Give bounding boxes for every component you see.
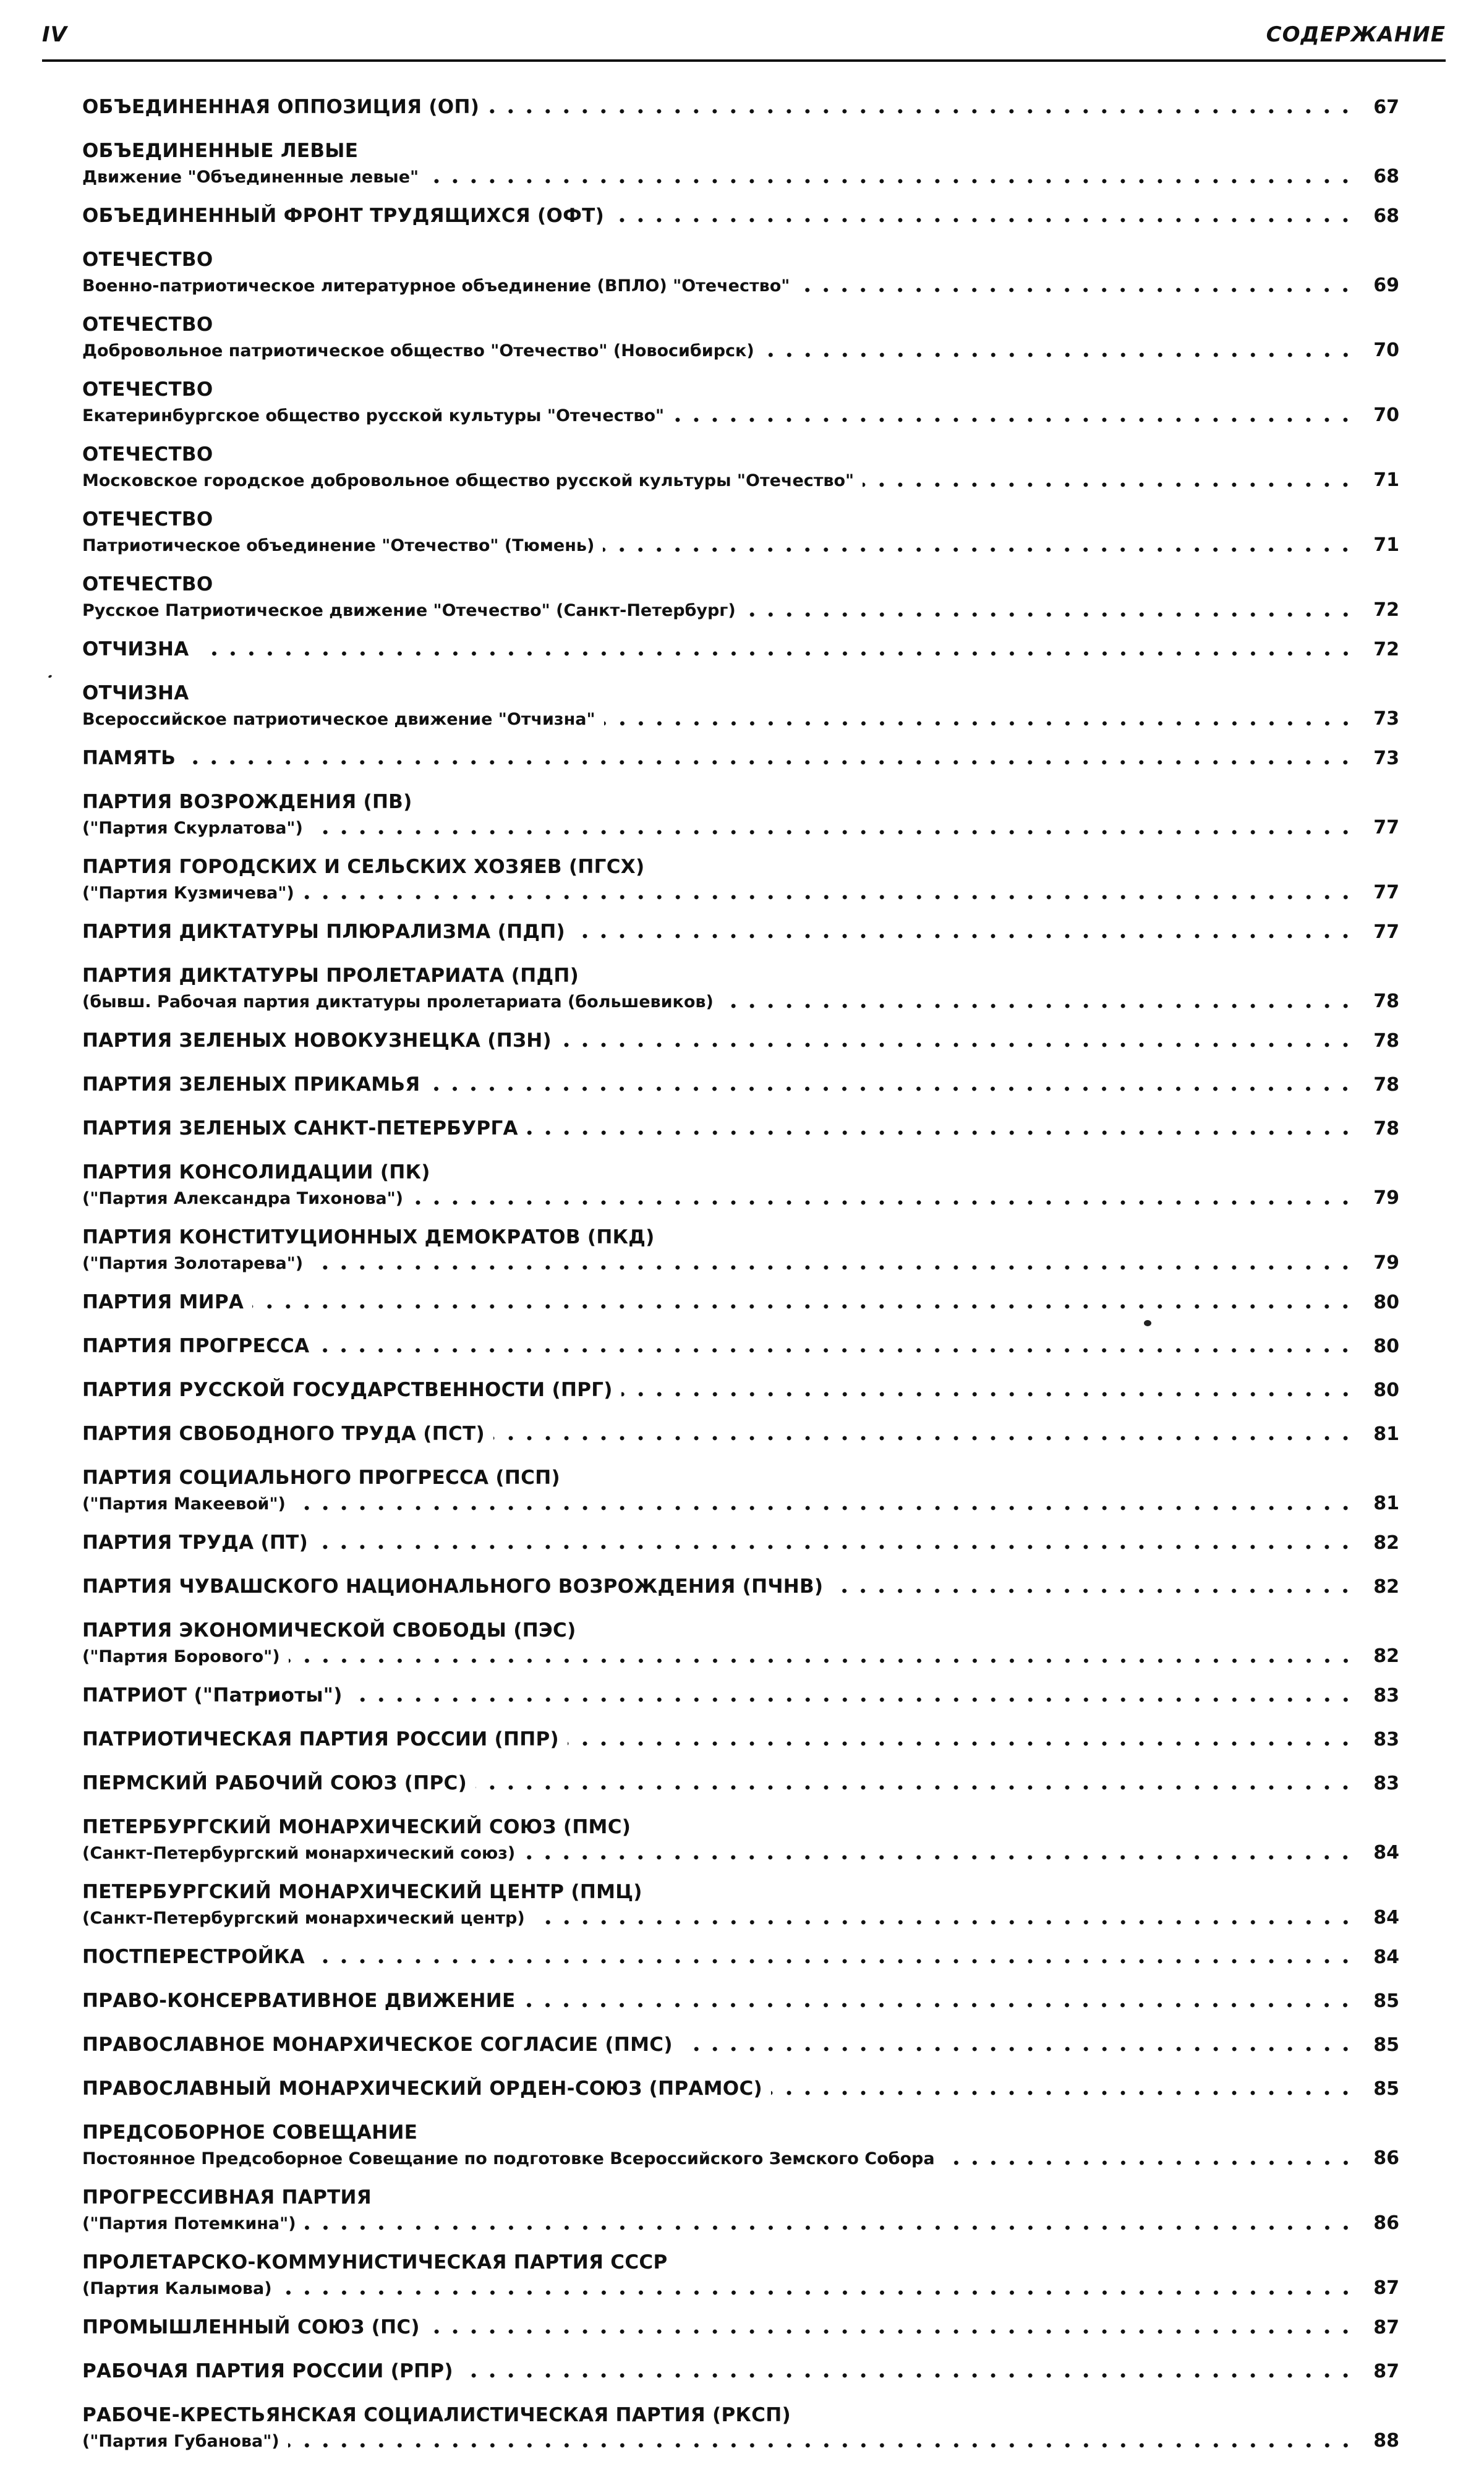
dot-leader: [312, 1265, 1355, 1270]
toc-entry-subtitle: ("Партия Потемкина"): [82, 2214, 296, 2233]
toc-page-number: 77: [1373, 921, 1399, 943]
toc-entry-subtitle: (бывш. Рабочая партия диктатуры пролетариата (большевиков): [82, 992, 714, 1012]
toc-entry: [82, 1377, 1399, 1404]
toc-entry-title: ОТЕЧЕСТВО: [82, 313, 213, 336]
toc-page-number: 84: [1373, 1907, 1399, 1928]
dot-leader: [184, 760, 1355, 765]
dot-leader: [603, 547, 1355, 552]
toc-entry: [82, 2402, 1399, 2455]
dot-leader: [427, 179, 1355, 184]
toc-page-number: 81: [1373, 1493, 1399, 1514]
toc-entry-subtitle: ("Партия Борового"): [82, 1647, 280, 1666]
toc-entry: [82, 1682, 1399, 1709]
toc-entry-title: ПОСТПЕРЕСТРОЙКА: [82, 1946, 305, 1968]
toc-entry-title: ОТЕЧЕСТВО: [82, 573, 213, 595]
dot-leader: [289, 1658, 1355, 1663]
dot-leader: [798, 288, 1355, 292]
toc-entry-subtitle: ("Партия Макеевой"): [82, 1494, 286, 1514]
toc-page-number: 87: [1373, 2277, 1399, 2299]
dot-leader: [429, 1086, 1355, 1091]
toc-entry-title: ПАРТИЯ ЧУВАШСКОГО НАЦИОНАЛЬНОГО ВОЗРОЖДЕНИЯ (ПЧНВ): [82, 1575, 824, 1598]
toc-entry-title: ПЕТЕРБУРГСКИЙ МОНАРХИЧЕСКИЙ СОЮЗ (ПМС): [82, 1816, 631, 1838]
toc-entry-subtitle: Патриотическое объединение "Отечество" (Тюмень): [82, 536, 595, 555]
dot-leader: [318, 1348, 1355, 1353]
dot-leader: [722, 1003, 1355, 1008]
dot-leader: [493, 1436, 1355, 1441]
print-speck: [1144, 1320, 1151, 1326]
toc-entry-subtitle: ("Партия Скурлатова"): [82, 819, 303, 838]
toc-entry-subtitle: Екатеринбургское общество русской культуры "Отечество": [82, 406, 665, 425]
toc-entry-title: ОТЕЧЕСТВО: [82, 443, 213, 466]
toc-entry: [82, 919, 1399, 945]
toc-entry: [82, 680, 1399, 733]
toc-entry-subtitle: ("Партия Александра Тихонова"): [82, 1189, 404, 1208]
toc-page-number: 70: [1373, 339, 1399, 361]
toc-entry-subtitle: Всероссийское патриотическое движение "Отчизна": [82, 710, 595, 729]
toc-entry: [82, 2358, 1399, 2385]
toc-entry: [82, 441, 1399, 494]
toc-entry: [82, 1115, 1399, 1142]
toc-page-number: 69: [1373, 275, 1399, 296]
toc-entry-subtitle: (Санкт-Петербургский монархический центр): [82, 1909, 525, 1928]
toc-entry: [82, 1574, 1399, 1600]
toc-entry-title: ОБЪЕДИНЕННЫЕ ЛЕВЫЕ: [82, 140, 359, 162]
dot-leader: [621, 1392, 1355, 1397]
toc-entry: [82, 2249, 1399, 2302]
dot-leader: [317, 1545, 1355, 1549]
dot-leader: [863, 482, 1355, 487]
toc-page-number: 73: [1373, 708, 1399, 730]
toc-entry-title: ОТЧИЗНА: [82, 682, 189, 704]
toc-page-number: 78: [1373, 1118, 1399, 1140]
toc-entry-title: ОБЪЕДИНЕННЫЙ ФРОНТ ТРУДЯЩИХСЯ (ОФТ): [82, 205, 605, 227]
toc-entry-title: ПАРТИЯ ЗЕЛЕНЫХ ПРИКАМЬЯ: [82, 1073, 420, 1096]
toc-entry: [82, 963, 1399, 1015]
toc-page-number: 78: [1373, 1030, 1399, 1052]
toc-entry-title: ПАРТИЯ ЗЕЛЕНЫХ НОВОКУЗНЕЦКА (ПЗН): [82, 1029, 552, 1052]
toc-page-number: 79: [1373, 1187, 1399, 1209]
toc-page-number: 84: [1373, 1842, 1399, 1864]
toc-entry: [82, 1814, 1399, 1867]
toc-entry-subtitle: ("Партия Кузмичева"): [82, 884, 294, 903]
toc-entry-title: ПАТРИОТ ("Патриоты"): [82, 1684, 343, 1706]
toc-entry-subtitle: Постоянное Предсоборное Совещание по подготовке Всероссийского Земского Собора: [82, 2149, 935, 2168]
toc-page-number: 77: [1373, 817, 1399, 838]
dot-leader: [312, 830, 1355, 835]
toc-page-number: 87: [1373, 2361, 1399, 2382]
dot-leader: [462, 2373, 1355, 2378]
toc-entry-title: ОТЧИЗНА: [82, 638, 189, 660]
toc-entry-title: ОТЕЧЕСТВО: [82, 378, 213, 401]
toc-entry: [82, 2120, 1399, 2172]
toc-page-number: 82: [1373, 1645, 1399, 1667]
toc-entry-subtitle: (Партия Калымова): [82, 2279, 272, 2298]
toc-entry-title: ПАРТИЯ ГОРОДСКИХ И СЕЛЬСКИХ ХОЗЯЕВ (ПГСХ): [82, 856, 645, 878]
toc-entry-title: ПАТРИОТИЧЕСКАЯ ПАРТИЯ РОССИИ (ППР): [82, 1728, 559, 1750]
toc-page-number: 68: [1373, 205, 1399, 227]
toc-page-number: 72: [1373, 599, 1399, 621]
dot-leader: [351, 1697, 1355, 1702]
toc-entry: [82, 377, 1399, 429]
toc-entry-title: ПРЕДСОБОРНОЕ СОВЕЩАНИЕ: [82, 2121, 418, 2144]
dot-leader: [613, 218, 1355, 223]
toc-page-number: 83: [1373, 1729, 1399, 1750]
toc-entry-subtitle: ("Партия Губанова"): [82, 2432, 279, 2451]
toc-page-number: 68: [1373, 166, 1399, 187]
toc-entry: [82, 1988, 1399, 2014]
toc-entry-title: ПРОГРЕССИВНАЯ ПАРТИЯ: [82, 2186, 372, 2209]
dot-leader: [524, 2003, 1355, 2008]
toc-page-number: 80: [1373, 1379, 1399, 1401]
toc-entry-title: ПЕТЕРБУРГСКИЙ МОНАРХИЧЕСКИЙ ЦЕНТР (ПМЦ): [82, 1881, 642, 1903]
toc-entry: [82, 1289, 1399, 1316]
dot-leader: [303, 895, 1355, 900]
toc-entry: [82, 789, 1399, 842]
toc-entry-title: ПРАВОСЛАВНЫЙ МОНАРХИЧЕСКИЙ ОРДЕН-СОЮЗ (ПРАМОС): [82, 2077, 762, 2100]
toc-page-number: 85: [1373, 2078, 1399, 2100]
dot-leader: [568, 1741, 1355, 1746]
dot-leader: [744, 612, 1355, 617]
toc-entry-title: ПАРТИЯ ПРОГРЕССА: [82, 1335, 310, 1357]
toc-entry: [82, 1072, 1399, 1098]
toc-entry: [82, 1726, 1399, 1753]
toc-entry-subtitle: Военно-патриотическое литературное объединение (ВПЛО) "Отечество": [82, 276, 790, 296]
toc-entry: [82, 636, 1399, 663]
toc-page-number: 85: [1373, 2034, 1399, 2056]
dot-leader: [288, 2443, 1355, 2448]
toc-entry: [82, 854, 1399, 906]
running-title: СОДЕРЖАНИЕ: [1266, 22, 1446, 47]
dot-leader: [305, 2225, 1355, 2230]
dot-leader: [574, 934, 1355, 939]
dot-leader: [294, 1506, 1355, 1510]
toc-entry: [82, 2184, 1399, 2237]
toc-entry: [82, 1879, 1399, 1932]
toc-entry-title: ОБЪЕДИНЕННАЯ ОППОЗИЦИЯ (ОП): [82, 96, 480, 118]
page-number: IV: [42, 22, 67, 47]
toc-entry-title: ПРАВОСЛАВНОЕ МОНАРХИЧЕСКОЕ СОГЛАСИЕ (ПМС): [82, 2034, 673, 2056]
toc-entry-title: ПАРТИЯ ВОЗРОЖДЕНИЯ (ПВ): [82, 791, 412, 813]
toc-entry-title: ПЕРМСКИЙ РАБОЧИЙ СОЮЗ (ПРС): [82, 1772, 467, 1794]
toc-entry: [82, 506, 1399, 559]
toc-entry-subtitle: Движение "Объединенные левые": [82, 168, 419, 187]
toc-entry-title: ПАРТИЯ СВОБОДНОГО ТРУДА (ПСТ): [82, 1423, 485, 1445]
dot-leader: [252, 1304, 1355, 1309]
toc-page-number: 70: [1373, 404, 1399, 426]
toc-page-number: 88: [1373, 2430, 1399, 2452]
dot-leader: [534, 1920, 1355, 1925]
toc-page-number: 87: [1373, 2317, 1399, 2338]
toc-entry-subtitle: Добровольное патриотическое общество "Отечество" (Новосибирск): [82, 341, 754, 360]
toc-entry-subtitle: ("Партия Золотарева"): [82, 1254, 304, 1273]
toc-entry-title: ПАРТИЯ ТРУДА (ПТ): [82, 1532, 309, 1554]
toc-entry: [82, 2314, 1399, 2341]
dot-leader: [763, 352, 1355, 357]
toc-entry-title: ПАМЯТЬ: [82, 747, 176, 769]
toc-page-number: 80: [1373, 1336, 1399, 1357]
dot-leader: [429, 2329, 1355, 2334]
toc-entry-title: ПРОЛЕТАРСКО-КОММУНИСТИЧЕСКАЯ ПАРТИЯ СССР: [82, 2251, 668, 2273]
toc-entry-title: РАБОЧЕ-КРЕСТЬЯНСКАЯ СОЦИАЛИСТИЧЕСКАЯ ПАРТИЯ (РКСП): [82, 2404, 791, 2426]
dot-leader: [771, 2090, 1355, 2095]
toc-entry: [82, 571, 1399, 624]
dot-leader: [313, 1959, 1355, 1964]
table-of-contents: [82, 94, 1399, 2467]
toc-page-number: 77: [1373, 882, 1399, 903]
toc-entry-title: РАБОЧАЯ ПАРТИЯ РОССИИ (РПР): [82, 2360, 453, 2382]
toc-entry-title: ПАРТИЯ ЭКОНОМИЧЕСКОЙ СВОБОДЫ (ПЭС): [82, 1619, 576, 1642]
toc-entry: [82, 312, 1399, 364]
dot-leader: [560, 1042, 1355, 1047]
toc-entry: [82, 247, 1399, 299]
dot-leader: [524, 1855, 1355, 1860]
dot-leader: [412, 1200, 1355, 1205]
dot-leader: [281, 2290, 1355, 2295]
toc-entry: [82, 1421, 1399, 1447]
toc-entry-title: ПРАВО-КОНСЕРВАТИВНОЕ ДВИЖЕНИЕ: [82, 1990, 516, 2012]
toc-entry-title: ПАРТИЯ КОНСОЛИДАЦИИ (ПК): [82, 1161, 430, 1183]
toc-entry-subtitle: (Санкт-Петербургский монархический союз): [82, 1844, 516, 1863]
toc-entry-title: ПАРТИЯ РУССКОЙ ГОСУДАРСТВЕННОСТИ (ПРГ): [82, 1379, 613, 1401]
toc-page-number: 78: [1373, 1074, 1399, 1096]
toc-page-number: 85: [1373, 1990, 1399, 2012]
toc-entry: [82, 2076, 1399, 2102]
toc-entry: [82, 1028, 1399, 1054]
toc-page-number: 86: [1373, 2212, 1399, 2234]
toc-entry: [82, 1159, 1399, 1212]
toc-entry: [82, 94, 1399, 121]
toc-page-number: 82: [1373, 1576, 1399, 1598]
dot-leader: [681, 2047, 1355, 2052]
toc-entry-subtitle: Русское Патриотическое движение "Отечество" (Санкт-Петербург): [82, 601, 736, 620]
toc-page-number: 73: [1373, 748, 1399, 769]
toc-page-number: 78: [1373, 991, 1399, 1012]
page-header: [42, 19, 1446, 62]
toc-entry-title: ПАРТИЯ КОНСТИТУЦИОННЫХ ДЕМОКРАТОВ (ПКД): [82, 1226, 655, 1248]
toc-entry: [82, 1617, 1399, 1670]
dot-leader: [832, 1588, 1355, 1593]
toc-entry-title: ОТЕЧЕСТВО: [82, 249, 213, 271]
toc-entry-subtitle: Московское городское добровольное общество русской культуры "Отечество": [82, 471, 855, 490]
dot-leader: [488, 109, 1355, 114]
toc-page-number: 81: [1373, 1423, 1399, 1445]
dot-leader: [198, 651, 1355, 656]
toc-entry: [82, 1224, 1399, 1277]
toc-entry: [82, 1530, 1399, 1556]
toc-page-number: 79: [1373, 1252, 1399, 1274]
toc-entry: [82, 1944, 1399, 1971]
toc-entry-title: ПАРТИЯ МИРА: [82, 1291, 244, 1313]
dot-leader: [604, 721, 1355, 726]
toc-page-number: 83: [1373, 1685, 1399, 1706]
toc-page-number: 82: [1373, 1532, 1399, 1554]
toc-entry: [82, 1770, 1399, 1797]
toc-entry-title: ПАРТИЯ ДИКТАТУРЫ ПРОЛЕТАРИАТА (ПДП): [82, 965, 579, 987]
dot-leader: [944, 2160, 1355, 2165]
toc-entry: [82, 138, 1399, 190]
toc-entry-title: ПАРТИЯ СОЦИАЛЬНОГО ПРОГРЕССА (ПСП): [82, 1467, 560, 1489]
toc-page-number: 86: [1373, 2147, 1399, 2169]
toc-entry-title: ПАРТИЯ ЗЕЛЕНЫХ САНКТ-ПЕТЕРБУРГА: [82, 1117, 518, 1140]
toc-page-number: 67: [1373, 96, 1399, 118]
dot-leader: [527, 1130, 1355, 1135]
toc-page-number: 83: [1373, 1773, 1399, 1794]
toc-entry: [82, 203, 1399, 229]
toc-entry: [82, 745, 1399, 772]
toc-entry-title: ПАРТИЯ ДИКТАТУРЫ ПЛЮРАЛИЗМА (ПДП): [82, 921, 565, 943]
toc-page-number: 80: [1373, 1292, 1399, 1313]
toc-entry: [82, 1465, 1399, 1517]
toc-entry: [82, 2032, 1399, 2058]
dot-leader: [673, 417, 1355, 422]
toc-page-number: 71: [1373, 469, 1399, 491]
toc-page-number: 71: [1373, 534, 1399, 556]
toc-entry-title: ОТЕЧЕСТВО: [82, 508, 213, 530]
toc-page-number: 84: [1373, 1946, 1399, 1968]
toc-entry-title: ПРОМЫШЛЕННЫЙ СОЮЗ (ПС): [82, 2316, 420, 2338]
print-speck: [48, 675, 52, 678]
toc-page-number: 72: [1373, 639, 1399, 660]
toc-entry: [82, 1333, 1399, 1360]
dot-leader: [475, 1785, 1355, 1790]
